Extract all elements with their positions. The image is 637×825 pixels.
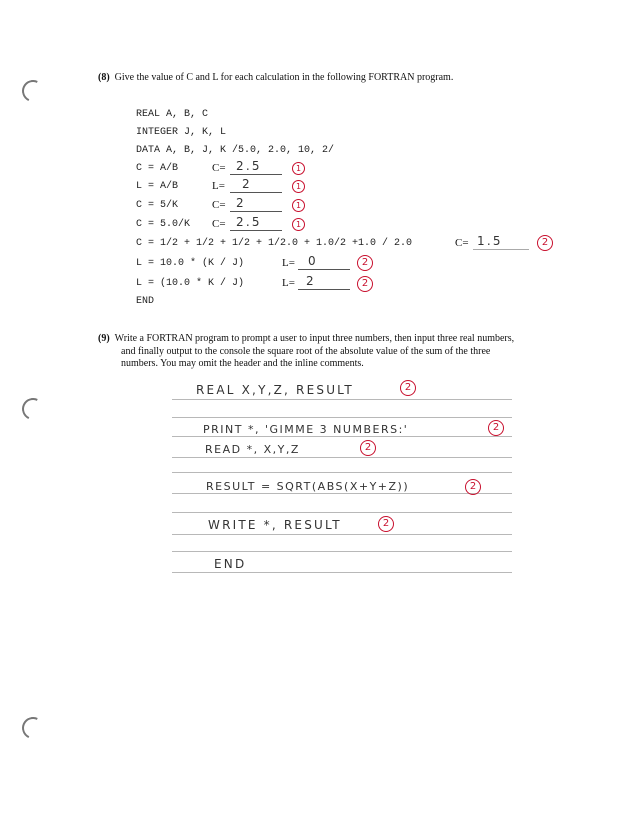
- answer-line-4-score: 2: [465, 479, 481, 495]
- answer-5-label: C=: [455, 237, 469, 249]
- answer-2-label: L=: [212, 180, 225, 192]
- code-line-4: C = 5.0/K: [136, 219, 191, 230]
- score-6-badge: 2: [357, 255, 373, 271]
- score-4-badge: 1: [292, 218, 305, 231]
- answer-1-value: 2.5: [236, 159, 262, 173]
- answer-line-3: READ *, X,Y,Z: [205, 443, 300, 456]
- code-line-1: C = A/B: [136, 163, 179, 174]
- answer-2-value: 2: [242, 177, 252, 191]
- question-9-prompt-line-3: numbers. You may omit the header and the inline comments.: [121, 358, 364, 369]
- score-3-badge: 1: [292, 199, 305, 212]
- question-9-prompt-line-1: Write a FORTRAN program to prompt a user to input three numbers, then input three real numbers,: [114, 333, 515, 344]
- answer-line-1: REAL X,Y,Z, RESULT: [196, 383, 354, 397]
- answer-line-2: PRINT *, 'GIMME 3 NUMBERS:': [203, 423, 409, 436]
- question-9-prompt-line-2: and finally output to the console the square root of the absolute value of the sum of the three: [121, 346, 491, 357]
- question-8-number: (8): [98, 72, 110, 83]
- answer-line-4: RESULT = SQRT(ABS(X+Y+Z)): [206, 480, 410, 493]
- answer-3-label: C=: [212, 199, 226, 211]
- score-5-badge: 2: [537, 235, 553, 251]
- score-7-badge: 2: [357, 276, 373, 292]
- code-end: END: [136, 296, 155, 307]
- answer-line-1-score: 2: [400, 380, 416, 396]
- answer-7-label: L=: [282, 277, 295, 289]
- answer-1-label: C=: [212, 162, 226, 174]
- code-data: DATA A, B, J, K /5.0, 2.0, 10, 2/: [136, 145, 335, 156]
- code-line-3: C = 5/K: [136, 200, 179, 211]
- question-8-header: [98, 72, 453, 84]
- code-line-6: L = 10.0 * (K / J): [136, 258, 245, 269]
- score-1-badge: 1: [292, 162, 305, 175]
- score-2-badge: 1: [292, 180, 305, 193]
- question-9-number: (9): [98, 333, 110, 344]
- binder-hole-middle: [19, 395, 47, 423]
- answer-6-label: L=: [282, 257, 295, 269]
- code-real: REAL A, B, C: [136, 109, 209, 120]
- answer-4-label: C=: [212, 218, 226, 230]
- code-integer: INTEGER J, K, L: [136, 127, 227, 138]
- code-line-2: L = A/B: [136, 181, 179, 192]
- code-line-5: C = 1/2 + 1/2 + 1/2 + 1/2.0 + 1.0/2 +1.0 / 2.0: [136, 238, 413, 249]
- binder-hole-top: [19, 77, 47, 105]
- question-9-header: [98, 333, 514, 345]
- answer-5-value: 1.5: [477, 234, 503, 248]
- answer-4-value: 2.5: [236, 215, 262, 229]
- answer-line-6: END: [214, 557, 247, 571]
- answer-7-value: 2: [306, 274, 316, 288]
- answer-3-value: 2: [236, 196, 246, 210]
- answer-6-value: 0: [308, 254, 318, 268]
- answer-line-5: WRITE *, RESULT: [208, 518, 342, 532]
- answer-line-2-score: 2: [488, 420, 504, 436]
- code-line-7: L = (10.0 * K / J): [136, 278, 245, 289]
- answer-line-5-score: 2: [378, 516, 394, 532]
- answer-line-3-score: 2: [360, 440, 376, 456]
- binder-hole-bottom: [19, 714, 47, 742]
- question-8-prompt: Give the value of C and L for each calculation in the following FORTRAN program.: [114, 72, 454, 83]
